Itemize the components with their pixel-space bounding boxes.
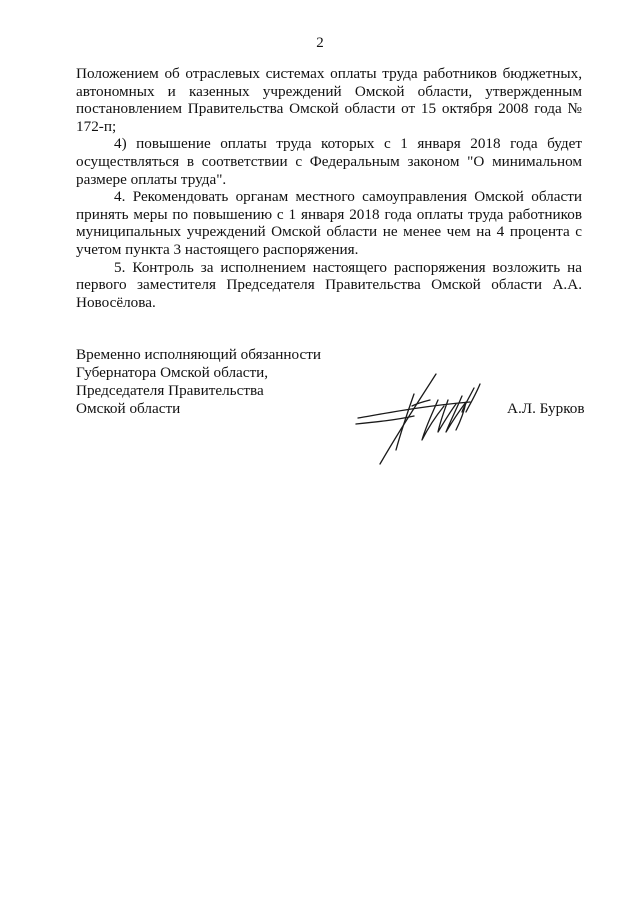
signatory-title-line: Омской области (76, 400, 181, 417)
item-4-paragraph: 4. Рекомендовать органам местного самоуправления Омской области принять меры по повышению с 1 января 2018 года оплаты труда работников муниципальных учреждений Омской области не менее чем на 4 процента с учетом пункта 3 настоящего распоряжения. (76, 188, 582, 258)
item-4-subpoint: 4) повышение оплаты труда которых с 1 января 2018 года будет осуществляться в соответствии с Федеральным законом "О минимальном размере оплаты труда". (76, 135, 582, 188)
signatory-title-block (76, 346, 376, 418)
document-body (76, 65, 582, 311)
paragraph-continuation: Положением об отраслевых системах оплаты труда работников бюджетных, автономных и казенных учреждений Омской области, утвержденным постановлением Правительства Омской области от 15 октября 2008 года № 172-п; (76, 65, 582, 135)
signatory-title-line: Временно исполняющий обязанности (76, 346, 322, 363)
handwritten-signature (352, 366, 512, 472)
page-number: 2 (316, 35, 324, 51)
signatory-name: А.Л. Бурков (507, 400, 585, 417)
signatory-title-line: Председателя Правительства (76, 382, 264, 399)
item-5-paragraph: 5. Контроль за исполнением настоящего распоряжения возложить на первого заместителя Председателя Правительства Омской области А.А. Новосёлова. (76, 258, 582, 311)
signatory-title-line: Губернатора Омской области, (76, 364, 269, 381)
